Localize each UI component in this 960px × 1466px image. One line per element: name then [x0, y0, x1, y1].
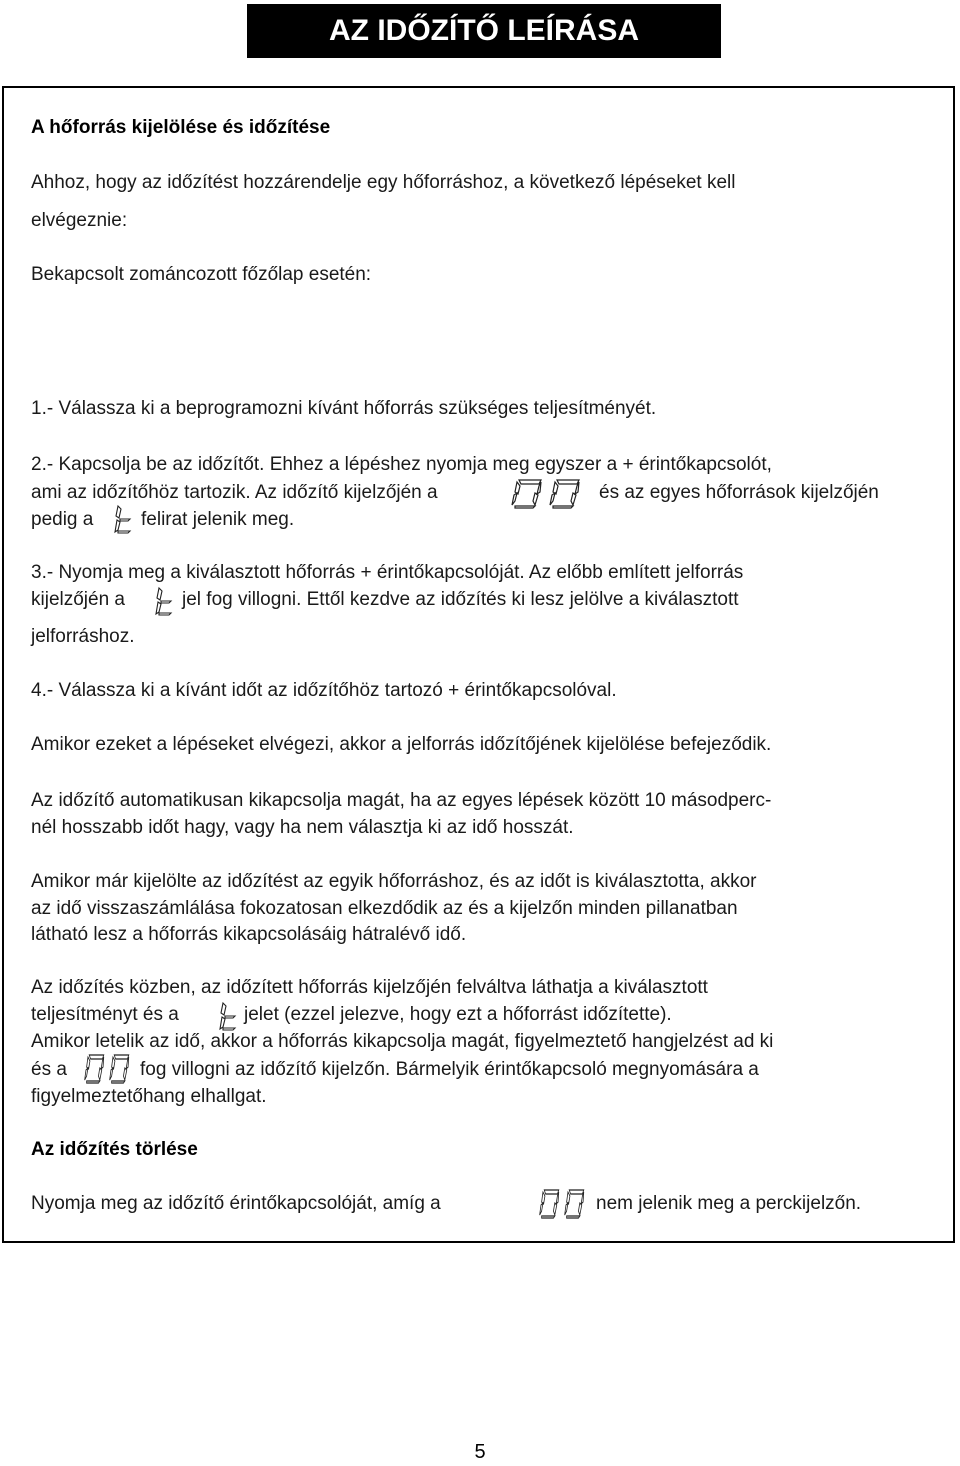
- delete-line-b: nem jelenik meg a perckijelzőn.: [596, 1193, 862, 1214]
- seven-segment-t-icon: [155, 586, 175, 616]
- intro-line-1: Ahhoz, hogy az időzítést hozzárendelje egy hőforráshoz, a következő lépéseket kell: [31, 172, 736, 193]
- para-auto-line-1: Az időzítő automatikusan kikapcsolja magát, ha az egyes lépések között 10 másodperc-: [31, 790, 772, 811]
- para-during-line-1: Az időzítés közben, az időzített hőforrás kijelzőjén felváltva láthatja a kiválasztott: [31, 977, 708, 998]
- para-done: Amikor ezeket a lépéseket elvégezi, akkor a jelforrás időzítőjének kijelölése befejeződik.: [31, 734, 772, 755]
- seven-segment-t-icon: [219, 1001, 239, 1031]
- para-count-line-2: az idő visszaszámlálása fokozatosan elkezdődik az és a kijelzőn minden pillanatban: [31, 898, 738, 919]
- step-3-line-2b: jel fog villogni. Ettől kezdve az időzítés ki lesz jelölve a kiválasztott: [182, 589, 739, 610]
- seven-segment-t-icon: [114, 504, 134, 534]
- seven-segment-00-icon: [539, 1188, 589, 1220]
- page-title: AZ IDŐZÍTŐ LEÍRÁSA: [247, 4, 721, 58]
- intro-line-3: Bekapcsolt zománcozott főzőlap esetén:: [31, 264, 372, 285]
- step-4: 4.- Válassza ki a kívánt időt az időzítőhöz tartozó + érintőkapcsolóval.: [31, 680, 617, 701]
- step-2-line-3b: felirat jelenik meg.: [141, 509, 295, 530]
- para-during-line-2a: teljesítményt és a: [31, 1004, 179, 1025]
- para-end-line-2b: fog villogni az időzítő kijelzőn. Bármelyik érintőkapcsoló megnyomására a: [140, 1059, 759, 1080]
- page-number: 5: [474, 1441, 486, 1463]
- para-auto-line-2: nél hosszabb időt hagy, vagy ha nem választja ki az idő hosszát.: [31, 817, 574, 838]
- para-during-line-2b: jelet (ezzel jelezve, hogy ezt a hőforrást időzítette).: [244, 1004, 672, 1025]
- section-heading-delete: Az időzítés törlése: [31, 1139, 198, 1160]
- para-end-line-3: figyelmeztetőhang elhallgat.: [31, 1086, 267, 1107]
- seven-segment-00-icon: [84, 1053, 134, 1085]
- step-3-line-3: jelforráshoz.: [31, 626, 135, 647]
- step-2-line-2b: és az egyes hőforrások kijelzőjén: [599, 482, 879, 503]
- intro-line-2: elvégeznie:: [31, 210, 128, 231]
- para-end-line-1: Amikor letelik az idő, akkor a hőforrás kikapcsolja magát, figyelmeztető hangjelzést ad ki: [31, 1031, 774, 1052]
- seven-segment-00-icon: [511, 478, 587, 510]
- step-3-line-1: 3.- Nyomja meg a kiválasztott hőforrás + érintőkapcsolóját. Az előbb említett jelforrás: [31, 562, 744, 583]
- para-count-line-3: látható lesz a hőforrás kikapcsolásáig hátralévő idő.: [31, 924, 467, 945]
- step-3-line-2a: kijelzőjén a: [31, 589, 125, 610]
- para-end-line-2a: és a: [31, 1059, 67, 1080]
- step-2-line-1: 2.- Kapcsolja be az időzítőt. Ehhez a lépéshez nyomja meg egyszer a + érintőkapcsolót,: [31, 454, 772, 475]
- para-count-line-1: Amikor már kijelölte az időzítést az egyik hőforráshoz, és az időt is kiválasztotta, akkor: [31, 871, 757, 892]
- step-1: 1.- Válassza ki a beprogramozni kívánt hőforrás szükséges teljesítményét.: [31, 398, 657, 419]
- step-2-line-3a: pedig a: [31, 509, 94, 530]
- step-2-line-2a: ami az időzítőhöz tartozik. Az időzítő kijelzőjén a: [31, 482, 438, 503]
- delete-line-a: Nyomja meg az időzítő érintőkapcsolóját, amíg a: [31, 1193, 441, 1214]
- section-heading-assign: A hőforrás kijelölése és időzítése: [31, 117, 331, 138]
